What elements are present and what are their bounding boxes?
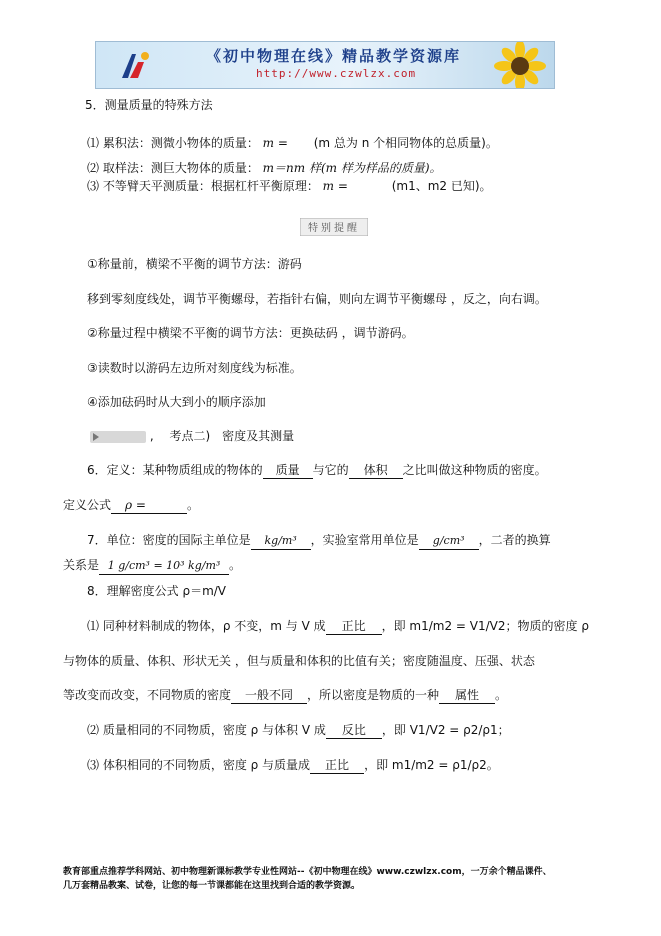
- tip-3: ③读数时以游码左边所对刻度线为标准。: [87, 361, 302, 375]
- s5-l3-note: (m1、m2 已知)。: [391, 179, 492, 193]
- s8-blank-inverse: 反比: [326, 722, 382, 739]
- s5-l3-text: ⑶ 不等臂天平测质量：根据杠杆平衡原理：: [87, 179, 319, 193]
- banner-title: 《初中物理在线》精品教学资源库: [206, 47, 462, 65]
- s5-l1-note: (m 总为 n 个相同物体的总质量)。: [313, 136, 498, 150]
- s5-l2-text: ⑵ 取样法：测巨大物体的质量：: [87, 161, 259, 175]
- s8-p3c: ，即 m1/m2 = ρ1/ρ2。: [364, 758, 499, 772]
- s7-blank-si-unit: kg/m³: [251, 533, 311, 550]
- s6-line1: [87, 462, 547, 479]
- s5-l1-text: ⑴ 累积法：测微小物体的质量：: [87, 136, 259, 150]
- s8-p3: [87, 757, 499, 774]
- s8-p1g: ，所以密度是物质的一种: [307, 688, 440, 702]
- s7-e: 关系是: [63, 558, 100, 572]
- s7-c: ，实验室常用单位是: [310, 533, 419, 547]
- s5-line3: [87, 178, 492, 194]
- s6-blank-formula: ρ =: [111, 497, 187, 514]
- site-logo-icon: [118, 48, 152, 82]
- s8-p1c: ，即 m1/m2 = V1/V2；物质的密度 ρ: [381, 619, 589, 633]
- s7-a: 7．单位：密度的国际主单位是: [87, 533, 251, 547]
- tip-1b: 移到零刻度线处，调节平衡螺母，若指针右偏，则向左调节平衡螺母 ，反之，向右调。: [87, 292, 547, 306]
- s7-line1: [87, 532, 551, 550]
- section2-header: [90, 428, 294, 444]
- s7-line2: [63, 557, 241, 575]
- s6-blank-volume: 体积: [349, 462, 403, 479]
- s8-p2c: ，即 V1/V2 = ρ2/ρ1；: [381, 723, 510, 737]
- section2-label: 考点二) 密度及其测量: [169, 429, 295, 443]
- s8-p1-line3: [63, 687, 507, 704]
- s5-l1-eq: m =: [262, 136, 288, 150]
- s8-p1a: ⑴ 同种材料制成的物体，ρ 不变，m 与 V 成: [87, 619, 326, 633]
- s8-p3a: ⑶ 体积相同的不同物质，密度 ρ 与质量成: [87, 758, 311, 772]
- s8-p2: [87, 722, 510, 739]
- header-banner: [95, 41, 555, 89]
- s8-p1-line1: [87, 618, 589, 635]
- s6-c: 与它的: [312, 463, 349, 477]
- footer-line2: 几万套精品教案、试卷，让您的每一节课都能在这里找到合适的教学资源。: [63, 881, 361, 891]
- s8-p2a: ⑵ 质量相同的不同物质，密度 ρ 与体积 V 成: [87, 723, 326, 737]
- s5-line1: [87, 135, 498, 151]
- banner-url[interactable]: http://www.czwlzx.com: [256, 67, 417, 80]
- s7-blank-lab-unit: g/cm³: [419, 533, 479, 550]
- s6-blank-mass: 质量: [263, 462, 313, 479]
- section2-prefix: ,: [149, 429, 154, 443]
- s6-a: 6．定义：某种物质组成的物体的: [87, 463, 263, 477]
- tip-4: ④添加砝码时从大到小的顺序添加: [87, 395, 266, 409]
- special-reminder-badge: [300, 218, 368, 236]
- s8-blank-different: 一般不同: [231, 687, 307, 704]
- s6-d: 之比叫做这种物质的密度。: [402, 463, 547, 477]
- s8-blank-proportional: 正比: [326, 618, 382, 635]
- s8-heading: 8．理解密度公式 ρ＝m/V: [87, 584, 227, 598]
- s5-heading: 5．测量质量的特殊方法: [85, 98, 213, 112]
- footer-line1: 教育部重点推荐学科网站、初中物理新课标教学专业性网站--《初中物理在线》www.czwlzx.com，一万余个精品课件、: [63, 867, 552, 877]
- s8-p1e: 等改变而改变，不同物质的密度: [63, 688, 232, 702]
- s8-p1i: 。: [495, 688, 508, 702]
- tip-1: ①称量前，横梁不平衡的调节方法：游码: [87, 257, 302, 271]
- sunflower-icon: [490, 41, 550, 89]
- s5-l2-eq: m＝nm 样(m 样为样品的质量)。: [262, 161, 442, 175]
- s7-blank-conversion: 1 g/cm³ = 10³ kg/m³: [99, 558, 229, 575]
- s7-d: ，二者的换算: [478, 533, 551, 547]
- s6-line2: [63, 497, 199, 514]
- s8-p1-line2: 与物体的质量、体积、形状无关 ，但与质量和体积的比值有关；密度随温度、压强、状态: [63, 654, 535, 668]
- s6-f: 。: [187, 498, 200, 512]
- s5-line2: [87, 160, 442, 176]
- section-tag-icon: [90, 431, 146, 443]
- s7-f: 。: [229, 558, 242, 572]
- s8-blank-property: 属性: [439, 687, 495, 704]
- s6-e: 定义公式: [63, 498, 112, 512]
- tip-2: ②称量过程中横梁不平衡的调节方法：更换砝码 ，调节游码。: [87, 326, 414, 340]
- s5-l3-eq: m =: [322, 179, 348, 193]
- s8-blank-direct: 正比: [310, 757, 364, 774]
- badge-text: 特别提醒: [308, 223, 360, 234]
